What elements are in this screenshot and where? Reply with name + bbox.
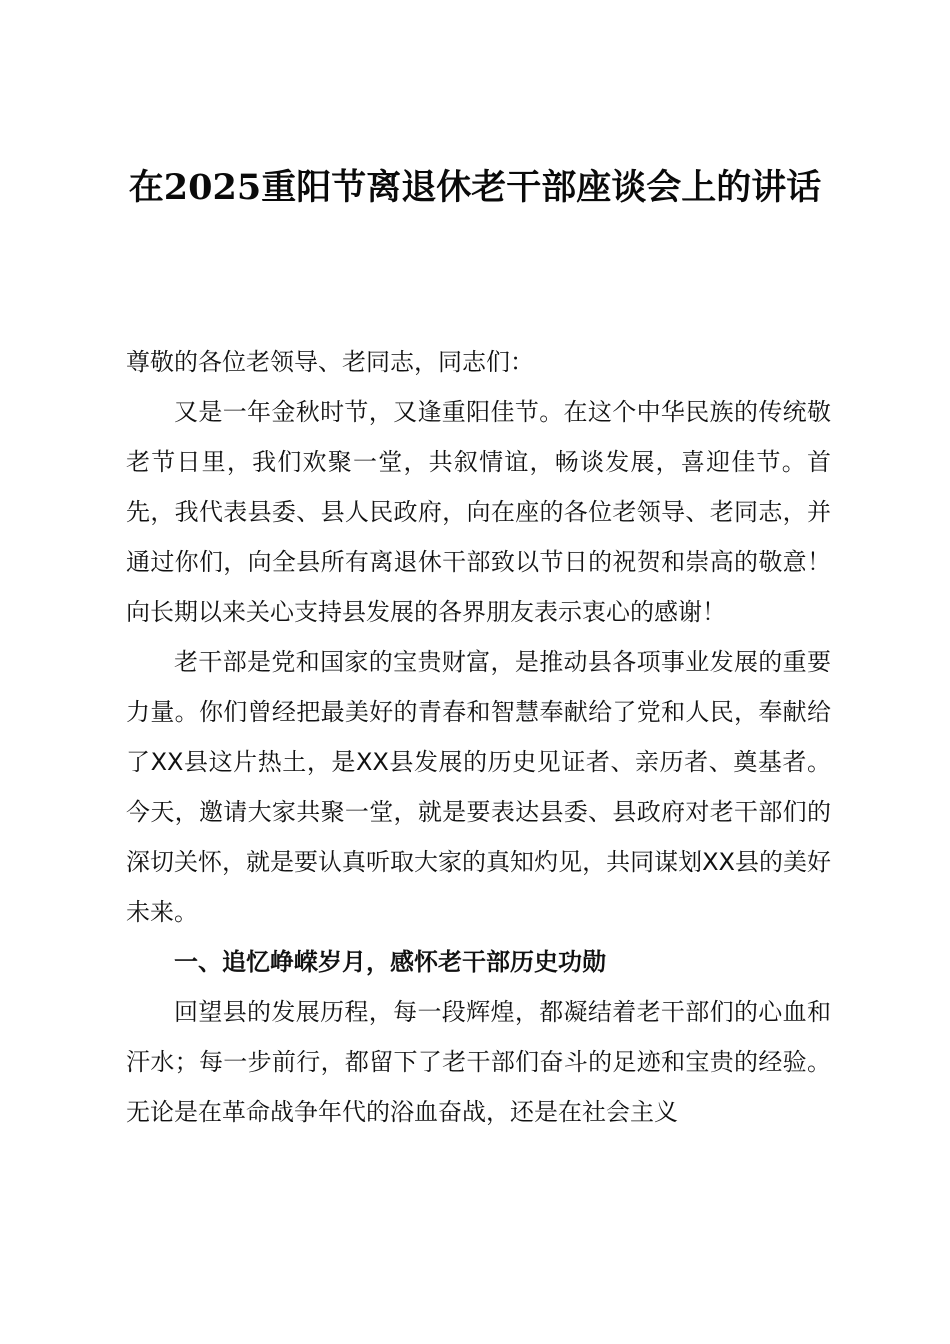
paragraph-section-one: 回望县的发展历程，每一段辉煌，都凝结着老干部们的心血和汗水；每一步前行，都留下了老干部们奋斗的足迹和宝贵的经验。无论是在革命战争年代的浴血奋战，还是在社会主义	[126, 998, 831, 1126]
paragraph-greeting: 又是一年金秋时节，又逢重阳佳节。在这个中华民族的传统敬老节日里，我们欢聚一堂，共叙情谊，畅谈发展，喜迎佳节。首先，我代表县委、县人民政府，向在座的各位老领导、老同志，并通过你们，向全县所有离退休干部致以节日的祝贺和崇高的敬意！向长期以来关心支持县发展的各界朋友表示衷心的感谢！	[126, 398, 831, 626]
paragraph-veteran-cadres: 老干部是党和国家的宝贵财富，是推动县各项事业发展的重要力量。你们曾经把最美好的青春和智慧奉献给了党和人民，奉献给了XX县这片热土，是XX县发展的历史见证者、亲历者、奠基者。今天，邀请大家共聚一堂，就是要表达县委、县政府对老干部们的深切关怀，就是要认真听取大家的真知灼见，共同谋划XX县的美好未来。	[126, 648, 831, 926]
document-title: 在2025重阳节离退休老干部座谈会上的讲话	[128, 167, 822, 208]
salutation: 尊敬的各位老领导、老同志，同志们：	[126, 348, 534, 376]
section-heading: 一、追忆峥嵘岁月，感怀老干部历史功勋	[174, 948, 606, 976]
document-body	[126, 337, 831, 1137]
